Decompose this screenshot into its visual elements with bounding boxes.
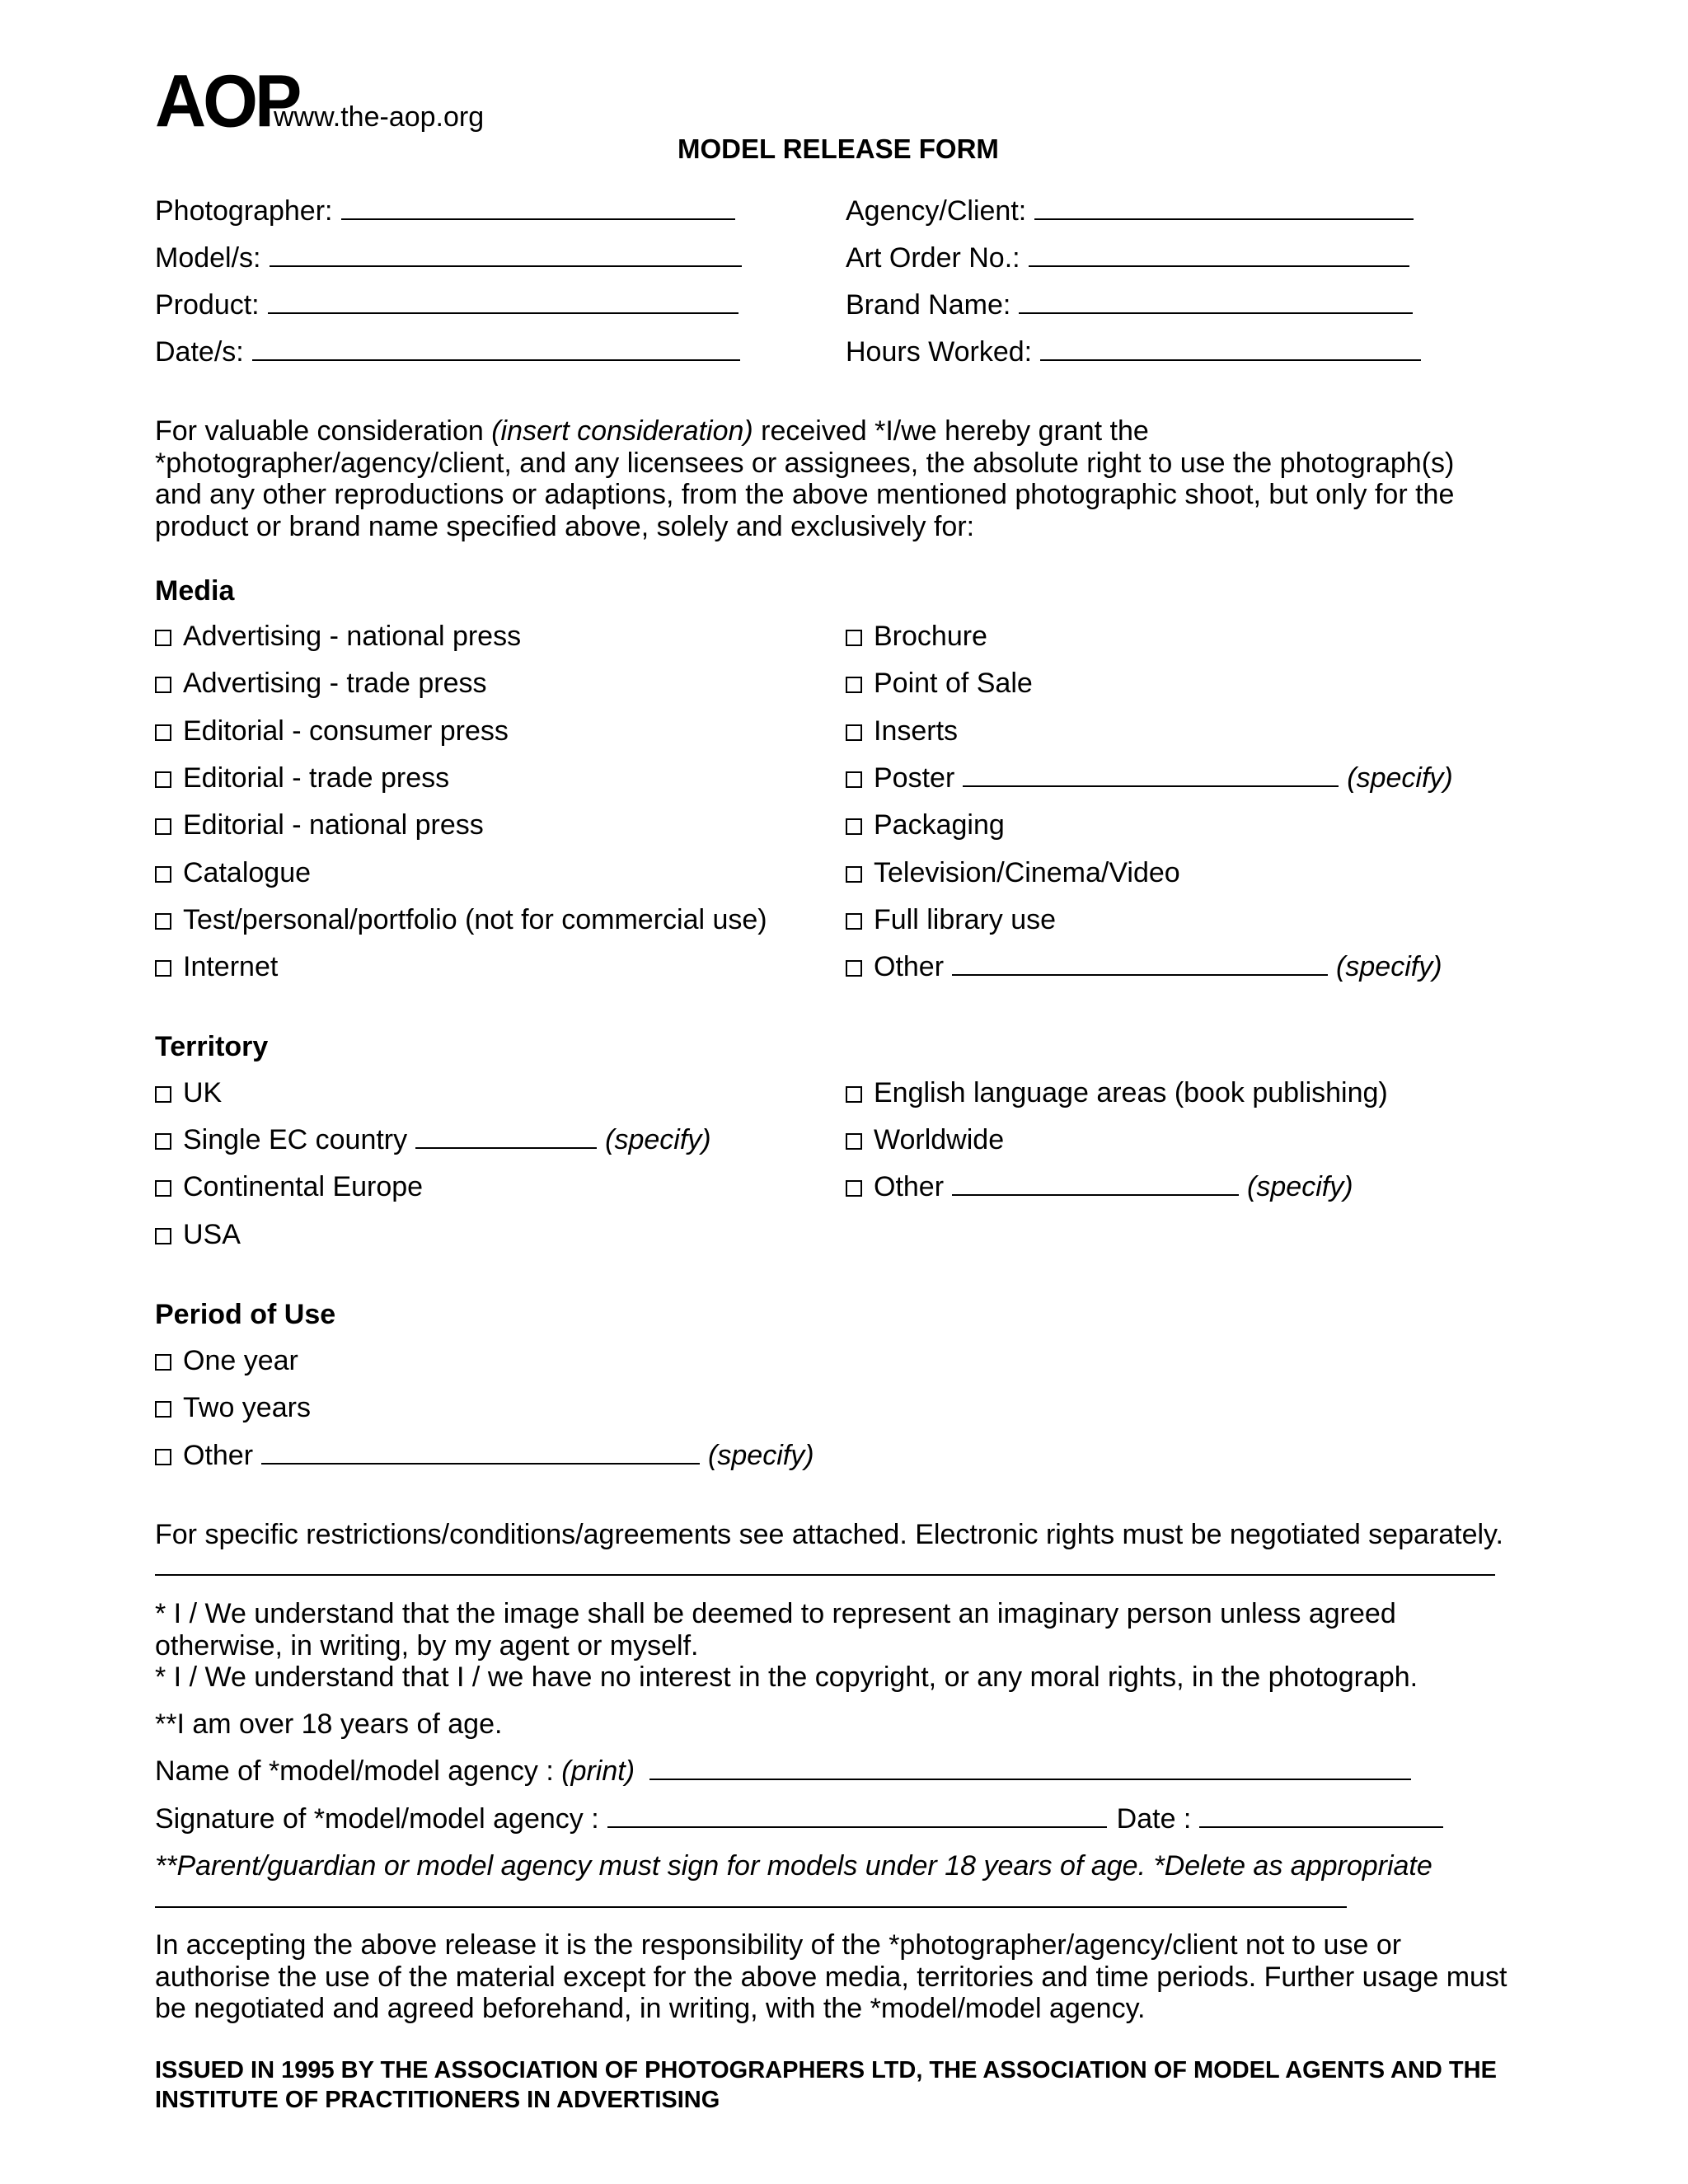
media-checkbox-catalogue[interactable]: Catalogue — [155, 856, 311, 889]
media-checkbox-editorial-trade[interactable]: Editorial - trade press — [155, 762, 449, 794]
media-checkbox-advertising-national[interactable]: Advertising - national press — [155, 620, 521, 653]
territory-checkbox-uk[interactable]: UK — [155, 1076, 222, 1109]
art-order-no-field[interactable]: Art Order No.: — [846, 241, 1409, 274]
brand-name-field[interactable]: Brand Name: — [846, 288, 1413, 321]
period-checkbox-one-year[interactable]: One year — [155, 1344, 298, 1377]
checkbox-icon[interactable] — [846, 630, 862, 646]
checkbox-icon[interactable] — [155, 818, 171, 835]
media-checkbox-packaging[interactable]: Packaging — [846, 808, 1005, 841]
media-checkbox-internet[interactable]: Internet — [155, 950, 278, 983]
checkbox-icon[interactable] — [155, 1449, 171, 1465]
page-title: MODEL RELEASE FORM — [678, 134, 999, 164]
checkbox-icon[interactable] — [155, 630, 171, 646]
age-statement: **I am over 18 years of age. — [155, 1708, 503, 1740]
period-checkbox-other[interactable]: Other (specify) — [155, 1439, 814, 1472]
photographer-field[interactable]: Photographer: — [155, 194, 735, 227]
checkbox-icon[interactable] — [846, 960, 862, 977]
understand-imaginary-person: * I / We understand that the image shall be deemed to represent an imaginary person unless agreed otherwise, in writing, by my agent or myself. — [155, 1598, 1396, 1661]
checkbox-icon[interactable] — [846, 724, 862, 741]
website-url[interactable]: www.the-aop.org — [274, 101, 485, 133]
checkbox-icon[interactable] — [846, 913, 862, 930]
media-checkbox-inserts[interactable]: Inserts — [846, 715, 958, 748]
media-checkbox-full-library[interactable]: Full library use — [846, 903, 1056, 936]
aop-logo: AOP — [155, 59, 299, 143]
understand-copyright: * I / We understand that I / we have no interest in the copyright, or any moral rights, in the photograph. — [155, 1661, 1418, 1693]
checkbox-icon[interactable] — [846, 1133, 862, 1150]
territory-checkbox-worldwide[interactable]: Worldwide — [846, 1123, 1004, 1156]
guardian-note: **Parent/guardian or model agency must sign for models under 18 years of age. *Delete as appropriate — [155, 1850, 1432, 1882]
territory-checkbox-other[interactable]: Other (specify) — [846, 1170, 1353, 1203]
checkbox-icon[interactable] — [155, 1228, 171, 1244]
checkbox-icon[interactable] — [846, 818, 862, 835]
period-checkbox-two-years[interactable]: Two years — [155, 1391, 311, 1424]
checkbox-icon[interactable] — [155, 771, 171, 788]
territory-heading: Territory — [155, 1031, 269, 1062]
divider — [155, 1906, 1347, 1908]
grant-paragraph: For valuable consideration (insert consideration) received *I/we hereby grant the *photographer/agency/client, and any licensees or assignees, the absolute right to use the photograph(s) and any other reproductions or adaptions, from the above mentioned photographic shoot, but only for the product or brand name specified above, solely and exclusively for: — [155, 415, 1455, 542]
media-checkbox-brochure[interactable]: Brochure — [846, 620, 987, 653]
checkbox-icon[interactable] — [155, 866, 171, 883]
period-heading: Period of Use — [155, 1299, 336, 1330]
territory-checkbox-english-language[interactable]: English language areas (book publishing) — [846, 1076, 1388, 1109]
media-checkbox-television[interactable]: Television/Cinema/Video — [846, 856, 1180, 889]
agency-client-field[interactable]: Agency/Client: — [846, 194, 1414, 227]
checkbox-icon[interactable] — [155, 1086, 171, 1103]
media-checkbox-poster[interactable]: Poster (specify) — [846, 762, 1453, 794]
checkbox-icon[interactable] — [155, 724, 171, 741]
media-heading: Media — [155, 575, 235, 607]
media-checkbox-advertising-trade[interactable]: Advertising - trade press — [155, 667, 487, 700]
checkbox-icon[interactable] — [846, 866, 862, 883]
models-field[interactable]: Model/s: — [155, 241, 742, 274]
checkbox-icon[interactable] — [155, 913, 171, 930]
checkbox-icon[interactable] — [155, 1401, 171, 1418]
model-name-field[interactable]: Name of *model/model agency : (print) — [155, 1755, 1411, 1788]
checkbox-icon[interactable] — [846, 1086, 862, 1103]
media-checkbox-other[interactable]: Other (specify) — [846, 950, 1442, 983]
media-checkbox-editorial-consumer[interactable]: Editorial - consumer press — [155, 715, 509, 748]
media-checkbox-test-portfolio[interactable]: Test/personal/portfolio (not for commercial use) — [155, 903, 767, 936]
hours-worked-field[interactable]: Hours Worked: — [846, 335, 1421, 368]
restrictions-text: For specific restrictions/conditions/agreements see attached. Electronic rights must be negotiated separately. — [155, 1519, 1503, 1550]
signature-field[interactable]: Signature of *model/model agency : Date : — [155, 1802, 1443, 1835]
checkbox-icon[interactable] — [155, 1354, 171, 1371]
checkbox-icon[interactable] — [155, 1133, 171, 1150]
divider — [155, 1574, 1495, 1576]
issued-statement: ISSUED IN 1995 BY THE ASSOCIATION OF PHOTOGRAPHERS LTD, THE ASSOCIATION OF MODEL AGENTS AND THE INSTITUTE OF PRACTITIONERS IN ADVERTISING — [155, 2057, 1497, 2113]
checkbox-icon[interactable] — [846, 1180, 862, 1197]
product-field[interactable]: Product: — [155, 288, 738, 321]
territory-checkbox-usa[interactable]: USA — [155, 1218, 241, 1251]
media-checkbox-editorial-national[interactable]: Editorial - national press — [155, 808, 484, 841]
checkbox-icon[interactable] — [846, 771, 862, 788]
checkbox-icon[interactable] — [846, 677, 862, 693]
dates-field[interactable]: Date/s: — [155, 335, 740, 368]
territory-checkbox-continental-europe[interactable]: Continental Europe — [155, 1170, 423, 1203]
checkbox-icon[interactable] — [155, 677, 171, 693]
media-checkbox-point-of-sale[interactable]: Point of Sale — [846, 667, 1033, 700]
accepting-paragraph: In accepting the above release it is the responsibility of the *photographer/agency/client not to use or authorise the use of the material except for the above media, territories and time periods. Further usage must be negotiated and agreed beforehand, in writing, with the *model/model agency. — [155, 1929, 1507, 2024]
territory-checkbox-single-ec[interactable]: Single EC country (specify) — [155, 1123, 711, 1156]
checkbox-icon[interactable] — [155, 1180, 171, 1197]
checkbox-icon[interactable] — [155, 960, 171, 977]
